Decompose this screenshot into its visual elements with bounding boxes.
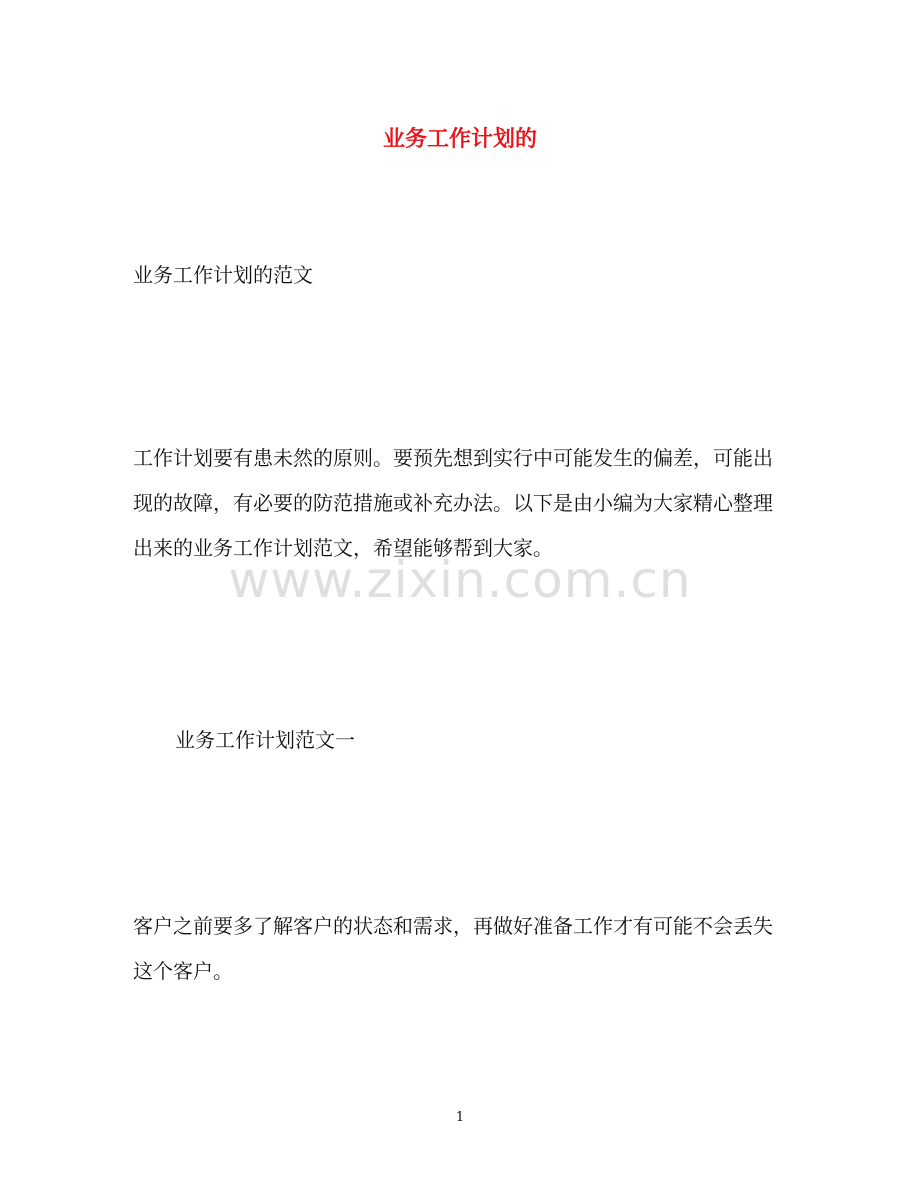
section-heading: 业务工作计划范文一 [175, 728, 355, 752]
intro-paragraph: 工作计划要有患未然的原则。要预先想到实行中可能发生的偏差，可能出现的故障，有必要的防范措施或补充办法。以下是由小编为大家精心整理出来的业务工作计划范文，希望能够帮到大家。 [133, 446, 773, 560]
intro-heading: 业务工作计划的范文 [133, 263, 313, 287]
document-title: 业务工作计划的 [382, 127, 537, 152]
body-paragraph: 客户之前要多了解客户的状态和需求，再做好准备工作才有可能不会丢失这个客户。 [133, 914, 773, 983]
page-number: 1 [455, 1110, 465, 1125]
watermark-text: www.zixin.com.cn [228, 551, 692, 609]
